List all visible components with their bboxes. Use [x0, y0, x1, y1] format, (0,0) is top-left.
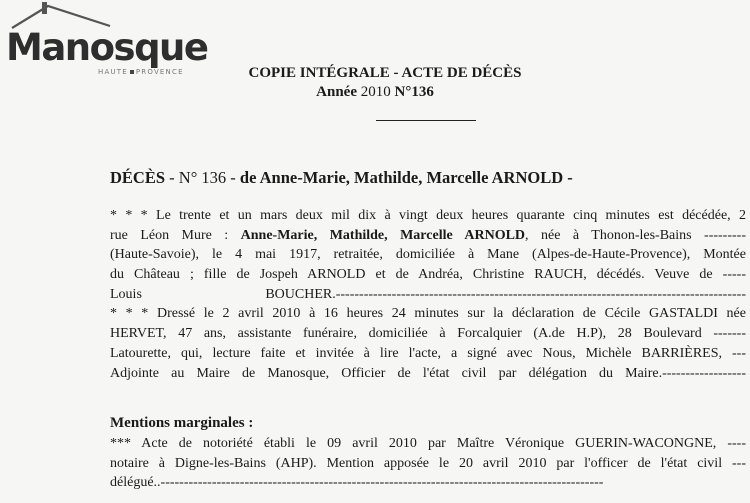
- mentions-line: délégué..-----------------------------------------------------------------------------------------------: [110, 475, 604, 491]
- body-line: Louis BOUCHER.----------------------------------------------------------------------------------------: [110, 286, 746, 302]
- document-header: [0, 64, 750, 102]
- document-title: COPIE INTÉGRALE - ACTE DE DÉCÈS: [248, 65, 522, 81]
- mentions-line: *** Acte de notoriété établi le 09 avril 2010 par Maître Véronique GUERIN-WACONGNE, ----: [110, 436, 746, 451]
- body-line: * * * Le trente et un mars deux mil dix à vingt deux heures quarante cinq minutes est décédée, 2: [110, 208, 746, 223]
- body-line: (Haute-Savoie), le 4 mai 1917, retraitée, domiciliée à Mane (Alpes-de-Haute-Provence), Montée: [110, 247, 746, 263]
- body-line: Adjointe au Maire de Manosque, Officier de l'état civil par délégation du Maire.------------------: [110, 365, 746, 381]
- body-line: Latourette, qui, lecture faite et invitée à lire l'acte, a signé avec Nous, Michèle BARRIÈRES, ---: [110, 345, 746, 361]
- mentions-heading: Mentions marginales :: [110, 415, 254, 431]
- logo-name: Manosque: [6, 26, 208, 69]
- header-divider: [376, 120, 476, 121]
- mentions-line: notaire à Digne-les-Bains (AHP). Mention apposée le 20 avril 2010 par l'officer de l'état civil ---: [110, 455, 746, 471]
- body-line: HERVET, 47 ans, assistante funéraire, domiciliée à Forcalquier (A.de H.P), 28 Boulevard -------: [110, 326, 746, 342]
- document-year: Année 2010 N°136: [316, 84, 434, 100]
- body-line: * * * Dressé le 2 avril 2010 à 16 heures 24 minutes sur la déclaration de Cécile GASTALDI née: [110, 306, 746, 322]
- logo-subtitle: HAUTE PROVENCE: [98, 68, 184, 76]
- deces-heading: DÉCÈS - N° 136 - de Anne-Marie, Mathilde, Marcelle ARNOLD -: [110, 168, 573, 187]
- body-line: rue Léon Mure : Anne-Marie, Mathilde, Marcelle ARNOLD, née à Thonon-les-Bains ---------: [110, 227, 746, 243]
- mentions-body: [110, 434, 746, 493]
- body-line: du Château ; fille de Jospeh ARNOLD et de Andréa, Christine RAUCH, décédés. Veuve de -----: [110, 267, 746, 283]
- acte-body: [110, 206, 746, 383]
